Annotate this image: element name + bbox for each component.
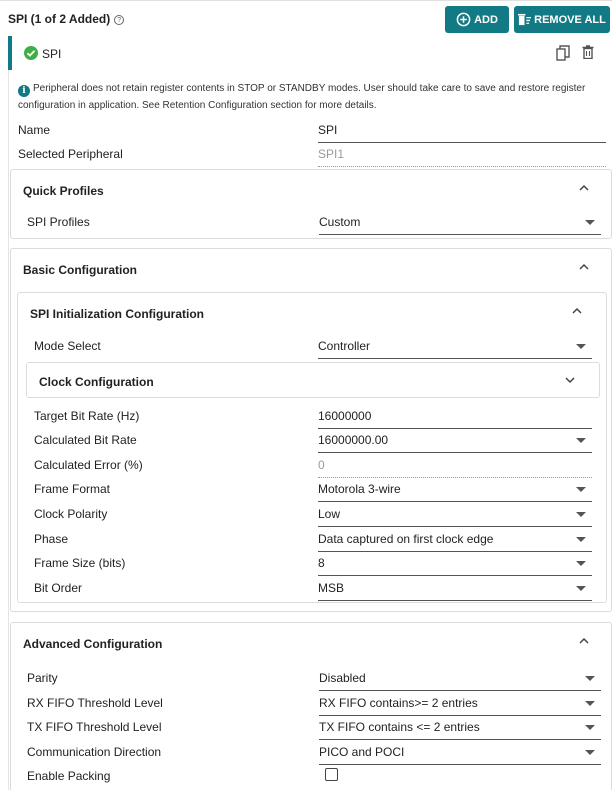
calculated-error-row — [34, 454, 594, 476]
bit-order-row — [34, 577, 594, 599]
spi-init-card — [17, 292, 607, 603]
mode-select-label: Mode Select — [34, 339, 101, 353]
target-bit-rate-input[interactable]: 16000000 — [318, 409, 592, 429]
name-input[interactable]: SPI — [318, 123, 606, 143]
selected-peripheral-row — [18, 143, 608, 165]
target-bit-rate-label: Target Bit Rate (Hz) — [34, 409, 140, 423]
spi-profiles-row — [27, 211, 607, 233]
module-header — [0, 0, 612, 36]
check-circle-icon — [24, 46, 38, 60]
comm-direction-row — [27, 741, 607, 763]
name-row — [18, 119, 608, 141]
chevron-up-icon[interactable] — [579, 183, 589, 193]
mode-select-row — [34, 335, 594, 357]
calculated-error-value: 0 — [318, 458, 592, 478]
add-circle-icon — [456, 12, 471, 27]
basic-configuration-card — [10, 248, 612, 612]
target-bit-rate-row — [34, 405, 594, 427]
chevron-up-icon[interactable] — [572, 306, 582, 316]
clock-configuration-title: Clock Configuration — [39, 375, 154, 389]
selected-peripheral-value: SPI1 — [318, 147, 606, 167]
basic-configuration-title: Basic Configuration — [23, 263, 138, 277]
copy-icon[interactable] — [556, 45, 570, 61]
mode-select-dropdown[interactable]: Controller — [318, 339, 592, 359]
enable-packing-checkbox[interactable] — [325, 768, 338, 781]
name-label: Name — [18, 123, 51, 137]
add-button[interactable] — [445, 6, 509, 33]
bit-order-select[interactable]: MSB — [318, 581, 592, 601]
instance-name: SPI — [42, 47, 62, 61]
remove-all-icon — [518, 13, 531, 26]
comm-direction-select[interactable]: PICO and POCI — [319, 745, 601, 765]
chevron-up-icon[interactable] — [579, 636, 589, 646]
quick-profiles-card — [10, 169, 612, 239]
spi-profiles-select[interactable]: Custom — [319, 215, 601, 235]
frame-size-row — [34, 552, 594, 574]
phase-row — [34, 528, 594, 550]
parity-label: Parity — [27, 671, 58, 685]
frame-format-label: Frame Format — [34, 482, 111, 496]
rx-fifo-select[interactable]: RX FIFO contains>= 2 entries — [319, 696, 601, 716]
clock-polarity-label: Clock Polarity — [34, 507, 108, 521]
selected-peripheral-label: Selected Peripheral — [18, 147, 123, 161]
calculated-error-label: Calculated Error (%) — [34, 458, 143, 472]
tx-fifo-label: TX FIFO Threshold Level — [27, 720, 162, 734]
instance-row[interactable] — [8, 36, 612, 70]
comm-direction-label: Communication Direction — [27, 745, 162, 759]
retention-info — [18, 80, 606, 114]
frame-size-label: Frame Size (bits) — [34, 556, 126, 570]
module-title — [8, 12, 124, 26]
divider — [8, 70, 9, 790]
chevron-down-icon[interactable] — [565, 375, 575, 385]
rx-fifo-row — [27, 692, 607, 714]
enable-packing-label: Enable Packing — [27, 769, 111, 783]
chevron-up-icon[interactable] — [579, 262, 589, 272]
frame-format-row — [34, 478, 594, 500]
remove-all-button[interactable] — [514, 6, 610, 33]
module-title-text: SPI (1 of 2 Added) — [8, 12, 111, 26]
tx-fifo-select[interactable]: TX FIFO contains <= 2 entries — [319, 720, 601, 740]
add-button-label: ADD — [474, 13, 498, 26]
clock-polarity-row — [34, 503, 594, 525]
frame-format-select[interactable]: Motorola 3-wire — [318, 482, 592, 502]
trash-icon[interactable] — [582, 45, 594, 59]
spi-init-title: SPI Initialization Configuration — [30, 307, 204, 321]
info-icon: i — [18, 85, 30, 97]
phase-select[interactable]: Data captured on first clock edge — [318, 532, 592, 552]
rx-fifo-label: RX FIFO Threshold Level — [27, 696, 163, 710]
parity-row — [27, 667, 607, 689]
remove-all-button-label: REMOVE ALL — [534, 13, 606, 26]
clock-configuration-header[interactable] — [26, 362, 600, 398]
calculated-bit-rate-select[interactable]: 16000000.00 — [318, 433, 592, 453]
enable-packing-row — [27, 765, 607, 787]
clock-polarity-select[interactable]: Low — [318, 507, 592, 527]
advanced-configuration-card — [10, 622, 612, 790]
spi-profiles-label: SPI Profiles — [27, 215, 90, 229]
info-text: Peripheral does not retain register contents in STOP or STANDBY modes. User should take care to save and restore register configuration in application. See Retention Configuration section for more details. — [18, 83, 586, 111]
bit-order-label: Bit Order — [34, 581, 83, 595]
quick-profiles-title: Quick Profiles — [23, 184, 104, 198]
help-icon[interactable]: ? — [114, 15, 124, 25]
calculated-bit-rate-row — [34, 429, 594, 451]
tx-fifo-row — [27, 716, 607, 738]
parity-select[interactable]: Disabled — [319, 671, 601, 691]
phase-label: Phase — [34, 532, 69, 546]
advanced-configuration-title: Advanced Configuration — [23, 637, 163, 651]
frame-size-select[interactable]: 8 — [318, 556, 592, 576]
calculated-bit-rate-label: Calculated Bit Rate — [34, 433, 137, 447]
